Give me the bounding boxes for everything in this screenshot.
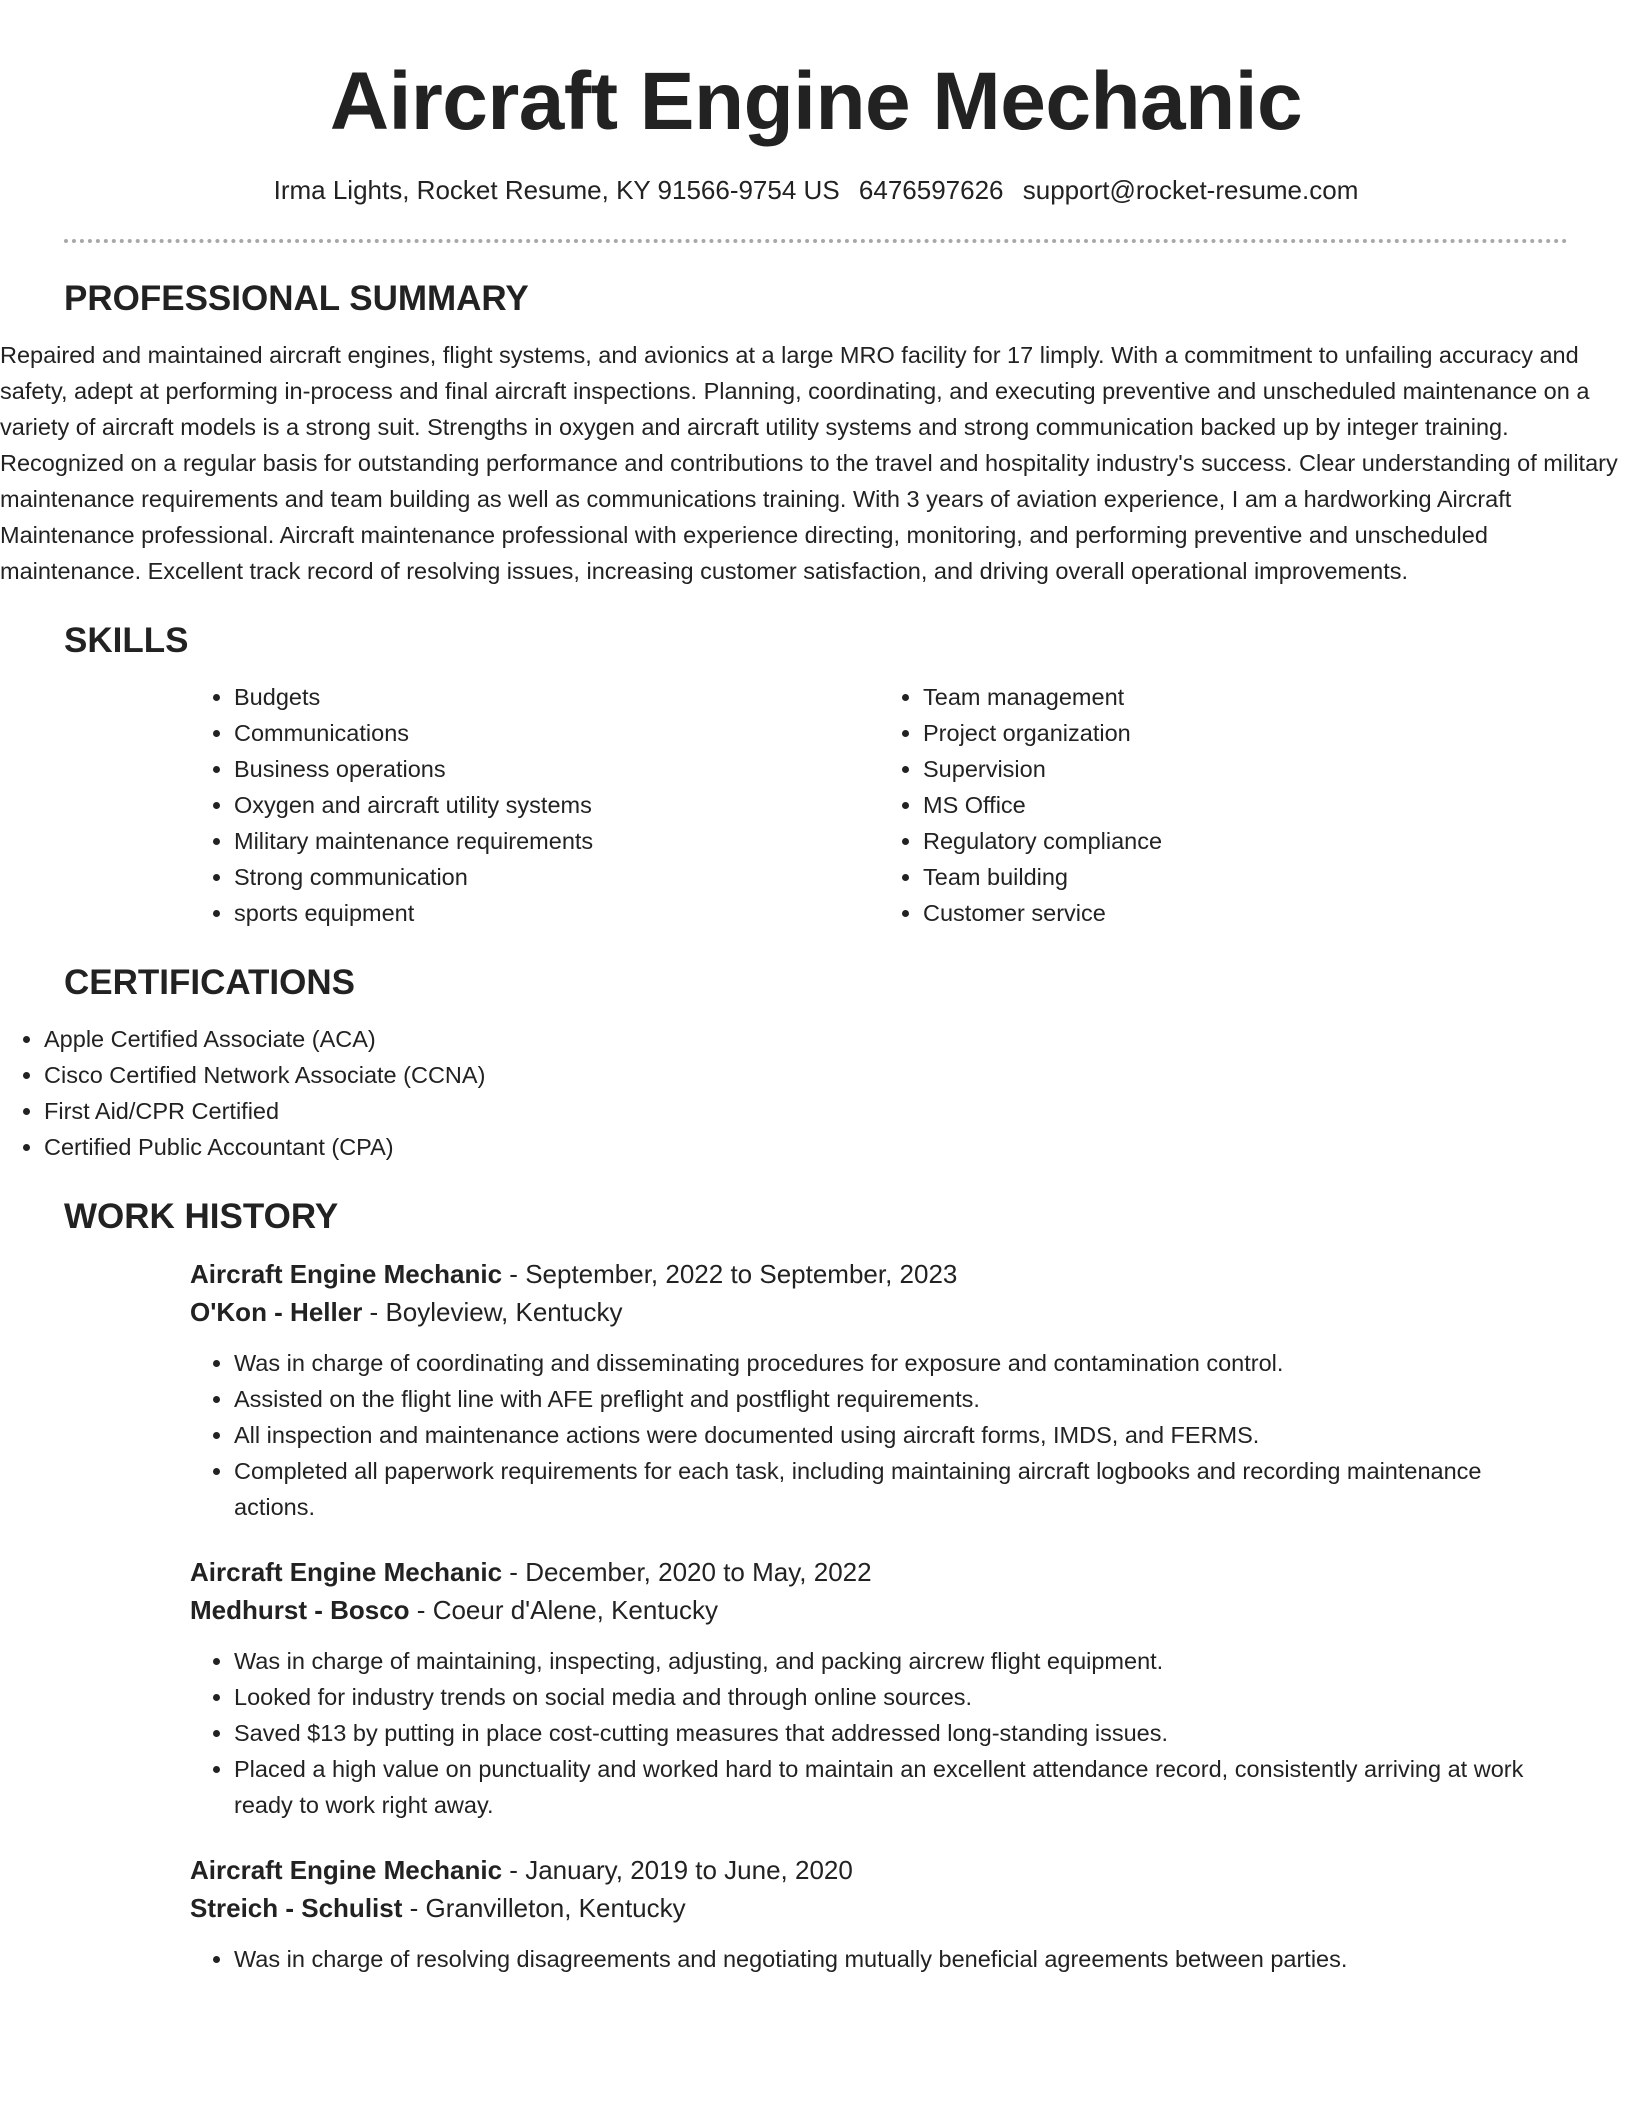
job-entry <box>190 1255 1568 1525</box>
header-divider <box>64 239 1568 243</box>
job-bullet: • Looked for industry trends on social media and through online sources. <box>234 1679 1568 1715</box>
skill-item: • Strong communication <box>234 859 879 895</box>
skill-item: • Military maintenance requirements <box>234 823 879 859</box>
certifications-list <box>0 1021 1632 1165</box>
job-company-line: Medhurst - Bosco - Coeur d'Alene, Kentucky <box>190 1595 719 1625</box>
work-history-heading: WORK HISTORY <box>64 1197 339 1236</box>
skills-list-right <box>879 679 1568 931</box>
job-title-line: Aircraft Engine Mechanic - January, 2019 to June, 2020 <box>190 1855 853 1885</box>
job-bullets <box>190 1643 1568 1823</box>
skill-item: • Oxygen and aircraft utility systems <box>234 787 879 823</box>
job-dates: September, 2022 to September, 2023 <box>525 1259 958 1289</box>
job-entry <box>190 1851 1568 1977</box>
skill-item: • Customer service <box>923 895 1568 931</box>
certification-item: • Apple Certified Associate (ACA) <box>44 1021 1632 1057</box>
resume-title: Aircraft Engine Mechanic <box>329 56 1303 147</box>
job-entry <box>190 1553 1568 1823</box>
skill-item: • sports equipment <box>234 895 879 931</box>
job-bullets <box>190 1941 1568 1977</box>
contact-email: support@rocket-resume.com <box>1022 175 1359 205</box>
job-bullet: • Was in charge of resolving disagreements and negotiating mutually beneficial agreements between parties. <box>234 1941 1568 1977</box>
job-title: Aircraft Engine Mechanic <box>190 1557 503 1587</box>
skill-item: • Budgets <box>234 679 879 715</box>
job-bullet: • Was in charge of coordinating and disseminating procedures for exposure and contamination control. <box>234 1345 1568 1381</box>
certification-item: • Cisco Certified Network Associate (CCNA) <box>44 1057 1632 1093</box>
skill-item: • Supervision <box>923 751 1568 787</box>
job-location: Boyleview, Kentucky <box>385 1297 623 1327</box>
skill-item: • Business operations <box>234 751 879 787</box>
skills-columns <box>190 679 1568 931</box>
skill-item: • Project organization <box>923 715 1568 751</box>
skills-heading: SKILLS <box>64 621 189 660</box>
job-company: Medhurst - Bosco <box>190 1595 410 1625</box>
job-title: Aircraft Engine Mechanic <box>190 1259 503 1289</box>
contact-phone: 6476597626 <box>858 175 1004 205</box>
skill-item: • Regulatory compliance <box>923 823 1568 859</box>
job-bullet: • All inspection and maintenance actions were documented using aircraft forms, IMDS, and FERMS. <box>234 1417 1568 1453</box>
certification-item: • First Aid/CPR Certified <box>44 1093 1632 1129</box>
job-bullet: • Completed all paperwork requirements for each task, including maintaining aircraft logbooks and recording maintenance actions. <box>234 1453 1568 1525</box>
job-dates: January, 2019 to June, 2020 <box>525 1855 853 1885</box>
skill-item: • MS Office <box>923 787 1568 823</box>
job-company: O'Kon - Heller <box>190 1297 363 1327</box>
skills-list-left <box>190 679 879 931</box>
job-location: Granvilleton, Kentucky <box>425 1893 686 1923</box>
job-title-line: Aircraft Engine Mechanic - December, 2020 to May, 2022 <box>190 1557 872 1587</box>
contact-line <box>0 174 1632 206</box>
summary-heading: PROFESSIONAL SUMMARY <box>64 279 529 318</box>
job-location: Coeur d'Alene, Kentucky <box>432 1595 719 1625</box>
job-dates: December, 2020 to May, 2022 <box>525 1557 872 1587</box>
certifications-heading: CERTIFICATIONS <box>64 963 356 1002</box>
job-company-line: Streich - Schulist - Granvilleton, Kentucky <box>190 1893 686 1923</box>
skill-item: • Team building <box>923 859 1568 895</box>
job-bullet: • Was in charge of maintaining, inspecting, adjusting, and packing aircrew flight equipment. <box>234 1643 1568 1679</box>
job-bullet: • Assisted on the flight line with AFE preflight and postflight requirements. <box>234 1381 1568 1417</box>
job-company: Streich - Schulist <box>190 1893 403 1923</box>
job-bullet: • Placed a high value on punctuality and worked hard to maintain an excellent attendance record, consistently arriving at work ready to work right away. <box>234 1751 1568 1823</box>
job-company-line: O'Kon - Heller - Boyleview, Kentucky <box>190 1297 623 1327</box>
job-title: Aircraft Engine Mechanic <box>190 1855 503 1885</box>
contact-address: Irma Lights, Rocket Resume, KY 91566-9754 US <box>273 175 840 205</box>
job-bullets <box>190 1345 1568 1525</box>
job-title-line: Aircraft Engine Mechanic - September, 2022 to September, 2023 <box>190 1259 958 1289</box>
skill-item: • Communications <box>234 715 879 751</box>
skill-item: • Team management <box>923 679 1568 715</box>
summary-text: Repaired and maintained aircraft engines, flight systems, and avionics at a large MRO facility for 17 limply. With a commitment to unfailing accuracy and safety, adept at performing in-process and final aircraft inspections. Planning, coordinating, and executing preventive and unscheduled maintenance on a variety of aircraft models is a strong suit. Strengths in oxygen and aircraft utility systems and strong communication backed up by integer training. Recognized on a regular basis for outstanding performance and contributions to the travel and hospitality industry's success. Clear understanding of military maintenance requirements and team building as well as communications training. With 3 years of aviation experience, I am a hardworking Aircraft Maintenance professional. Aircraft maintenance professional with experience directing, monitoring, and performing preventive and unscheduled maintenance. Excellent track record of resolving issues, increasing customer satisfaction, and driving overall operational improvements. <box>0 342 1618 584</box>
certification-item: • Certified Public Accountant (CPA) <box>44 1129 1632 1165</box>
job-bullet: • Saved $13 by putting in place cost-cutting measures that addressed long-standing issues. <box>234 1715 1568 1751</box>
